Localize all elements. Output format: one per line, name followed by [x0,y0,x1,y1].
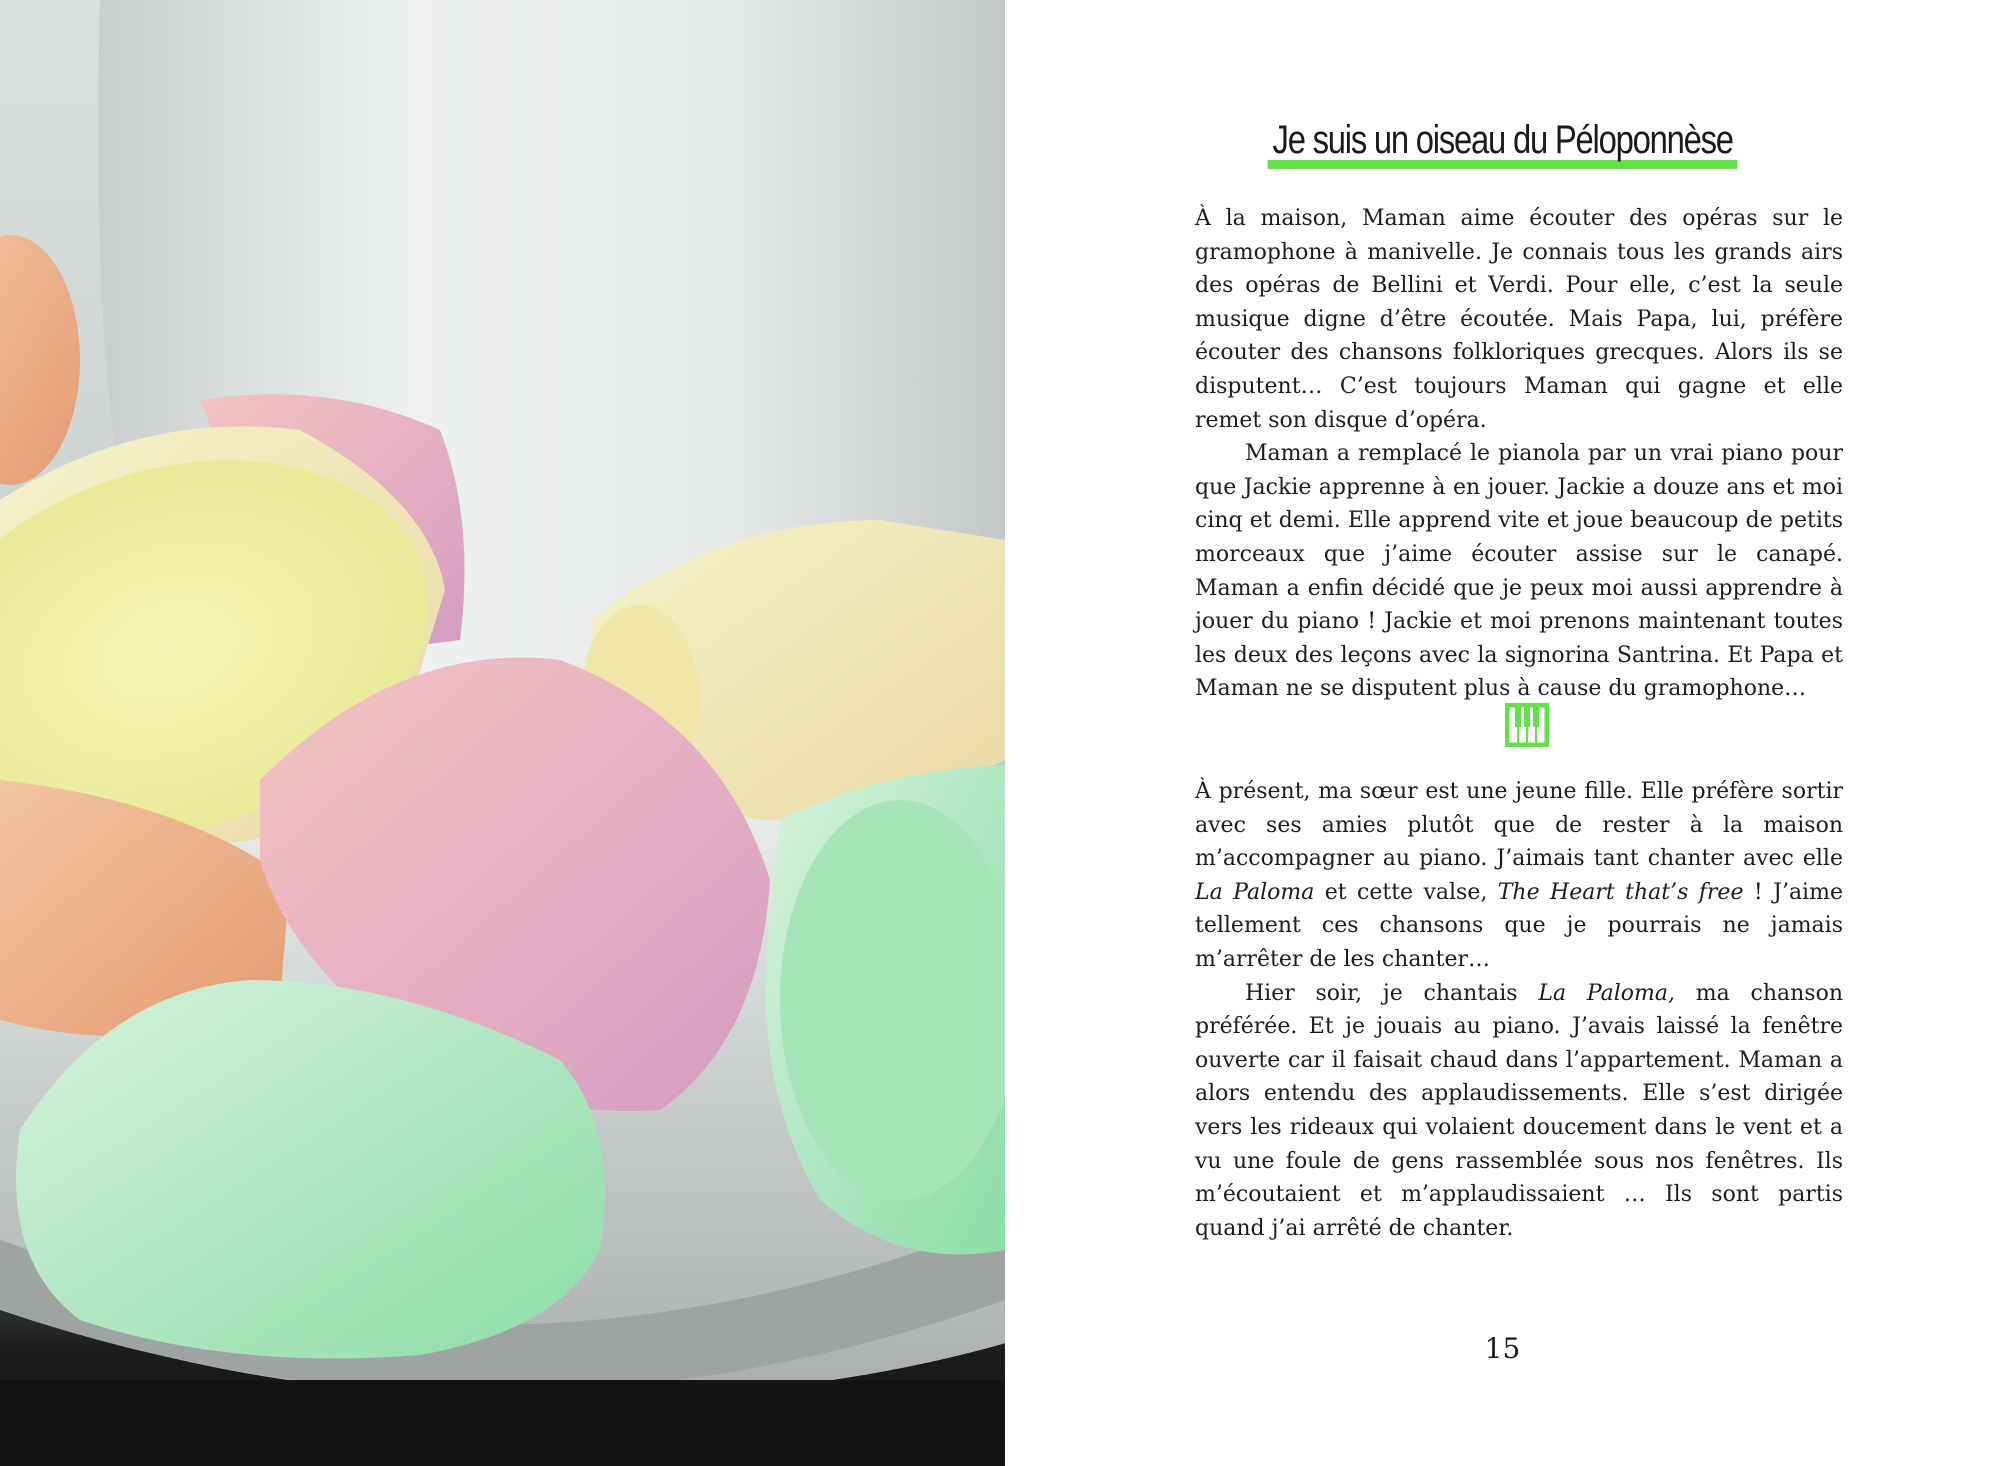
song-title: La Paloma [1195,879,1315,905]
paragraph: Maman a remplacé le pianola par un vrai piano pour que Jackie apprenne à en jouer. Jackie a douze ans et moi cinq et demi. Elle apprend vite et joue beaucoup de petits morceaux que j’aime écouter assise sur le canapé. Maman a enfin décidé que je peux moi aussi apprendre à jouer du piano ! Jackie et moi prenons maintenant toutes les deux des leçons avec la signorina Santrina. Et Papa et Maman ne se disputent plus à cause du gramophone… [1195,441,1843,702]
piano-keys-icon [1504,702,1550,748]
song-title: The Heart that’s free [1497,879,1744,905]
text-run: Hier soir, je chantais [1245,980,1539,1006]
paragraph: À la maison, Maman aime écouter des opéras sur le gramophone à manivelle. Je connais tous les grands airs des opéras de Bellini et Verdi. Pour elle, c’est la seule musique digne d’être écoutée. Mais Papa, lui, préfère écouter des chansons folkloriques grecques. Alors ils se disputent… C’est toujours Maman qui gagne et elle remet son disque d’opéra. [1195,206,1843,433]
page-number: 15 [1484,1332,1521,1365]
song-title: La Paloma, [1538,980,1676,1006]
chapter-title-wrap [1005,118,2000,169]
text-block-1 [1195,202,1843,706]
text-run: et cette valse, [1314,879,1498,905]
paragraph [1195,775,1843,977]
text-run: À présent, ma sœur est une jeune fille. Elle préfère sortir avec ses amies plutôt que de rester à la maison m’accompagner au piano. J’aimais tant chanter avec elle [1195,779,1843,872]
text-run: ! J’aime tellement ces chansons que je pourrais ne jamais m’arrêter de les chanter… [1195,879,1843,972]
text-block-2 [1195,775,1843,1245]
paragraph [1195,977,1843,1246]
text-run: ma chanson préférée. Et je jouais au piano. J’avais laissé la fenêtre ouverte car il faisait chaud dans l’appartement. Maman a alors entendu des applaudissements. Elle s’est dirigée vers les rideaux qui volaient doucement dans le vent et a vu une foule de gens rassemblée sous nos fenêtres. Ils m’écoutaient et m’applaudissaient … Ils sont partis quand j’ai arrêté de chanter. [1195,980,1844,1241]
text-page [1005,0,2000,1466]
chapter-title: Je suis un oiseau du Péloponnèse [1267,118,1737,169]
